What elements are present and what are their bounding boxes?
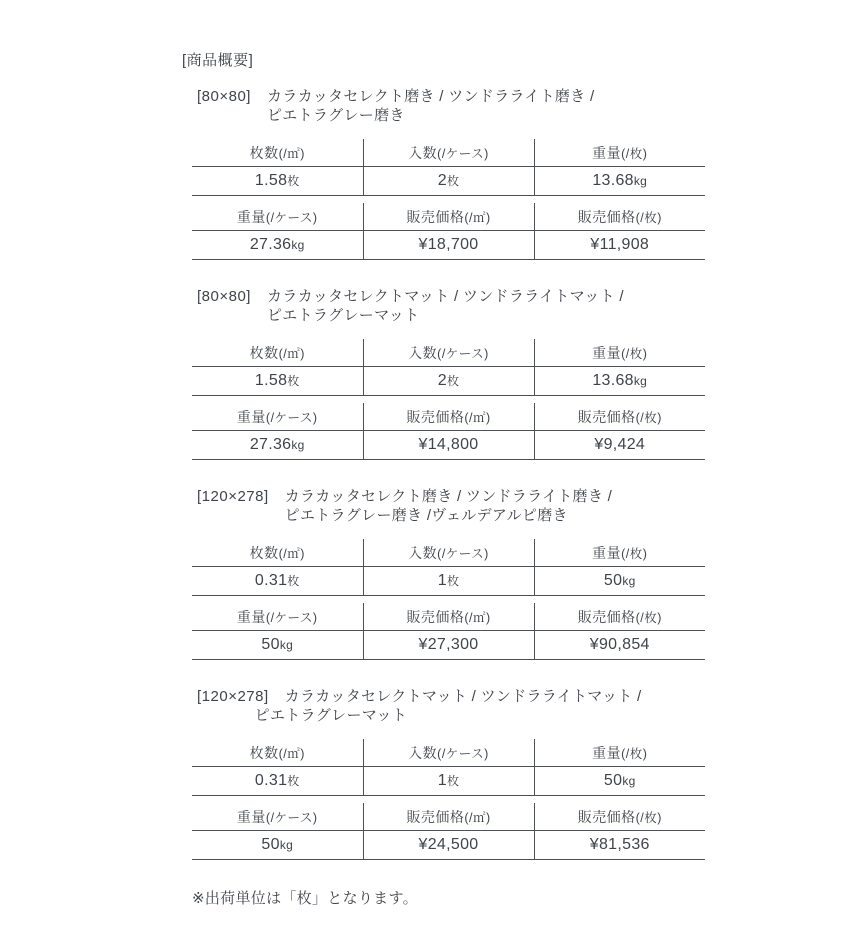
header-cell-weight-per-sheet (534, 539, 705, 567)
header-cell-sheets-per-sqm (192, 739, 363, 767)
value-number: 1 (437, 772, 447, 789)
header-unit: (/枚) (635, 410, 662, 425)
header-cell-price-per-sqm (363, 403, 534, 431)
header-cell-weight-per-case (192, 403, 363, 431)
value-number: 1.58 (254, 172, 288, 189)
table-value-row (192, 631, 705, 660)
header-unit: (/ケース) (265, 610, 318, 625)
table-header-row (192, 539, 705, 567)
header-unit: (/㎡) (464, 210, 491, 225)
value-unit: 枚 (287, 574, 300, 588)
header-unit: (/枚) (635, 810, 662, 825)
value-number: ¥11,908 (590, 236, 650, 253)
value-cell (192, 767, 363, 796)
header-label: 枚数 (249, 344, 279, 361)
header-unit: (/㎡) (278, 146, 305, 161)
section-header (197, 687, 858, 725)
value-number: 27.36 (249, 236, 292, 253)
header-label: 入数 (408, 144, 438, 161)
header-cell-price-per-sheet (534, 203, 705, 231)
header-unit: (/枚) (635, 210, 662, 225)
value-cell (363, 567, 534, 596)
header-cell-sheets-per-sqm (192, 139, 363, 167)
header-cell-weight-per-case (192, 603, 363, 631)
header-label: 重量 (592, 144, 622, 161)
header-unit: (/ケース) (437, 146, 489, 161)
header-label: 販売価格 (577, 208, 636, 225)
product-section-3 (182, 487, 858, 660)
spec-table-top (192, 139, 705, 196)
header-label: 入数 (408, 744, 438, 761)
table-value-row (192, 431, 705, 460)
header-label: 販売価格 (577, 608, 636, 625)
product-names-line2: ピエトラグレーマット (266, 307, 420, 324)
header-cell-price-per-sqm (363, 203, 534, 231)
value-number: 2 (437, 372, 447, 389)
product-names-line1: カラカッタセレクト磨き / ツンドラライト磨き / (266, 88, 595, 105)
spec-table-top (192, 539, 705, 596)
value-unit: kg (291, 238, 305, 252)
value-cell (534, 231, 705, 260)
header-label: 重量 (592, 744, 622, 761)
value-number: ¥24,500 (418, 836, 479, 853)
table-header-row (192, 739, 705, 767)
value-cell (192, 567, 363, 596)
value-number: ¥14,800 (418, 436, 479, 453)
header-label: 枚数 (249, 544, 279, 561)
size-label: [80×80] (197, 88, 251, 105)
header-unit: (/ケース) (437, 346, 489, 361)
size-label: [120×278] (197, 688, 269, 705)
value-number: 50 (603, 572, 623, 589)
product-section-4 (182, 687, 858, 860)
value-number: 50 (261, 636, 280, 653)
value-cell (534, 567, 705, 596)
table-value-row (192, 567, 705, 596)
table-header-row (192, 603, 705, 631)
header-cell-price-per-sheet (534, 403, 705, 431)
table-value-row (192, 767, 705, 796)
page-title: [商品概要] (182, 52, 254, 69)
header-label: 重量 (236, 808, 266, 825)
shipping-unit-footnote: ※出荷単位は「枚」となります。 (192, 890, 418, 907)
value-number: 2 (437, 172, 447, 189)
value-number: 13.68 (592, 372, 634, 389)
product-names-line2: ピエトラグレー磨き (266, 107, 405, 124)
header-unit: (/㎡) (278, 546, 305, 561)
header-cell-weight-per-sheet (534, 339, 705, 367)
table-header-row (192, 339, 705, 367)
spec-table-bottom (192, 803, 705, 860)
value-cell (534, 767, 705, 796)
header-label: 入数 (408, 544, 438, 561)
value-number: 0.31 (254, 772, 288, 789)
value-unit: 枚 (287, 374, 300, 388)
header-label: 入数 (408, 344, 438, 361)
header-unit: (/㎡) (464, 810, 491, 825)
header-unit: (/㎡) (278, 746, 305, 761)
header-unit: (/ケース) (265, 410, 318, 425)
value-cell (363, 431, 534, 460)
table-value-row (192, 831, 705, 860)
value-cell (192, 431, 363, 460)
header-cell-qty-per-case (363, 139, 534, 167)
header-cell-price-per-sheet (534, 803, 705, 831)
spec-table-top (192, 339, 705, 396)
spec-table-top (192, 739, 705, 796)
value-number: ¥27,300 (418, 636, 479, 653)
table-value-row (192, 231, 705, 260)
product-names-line2: ピエトラグレーマット (254, 707, 408, 724)
value-cell (192, 831, 363, 860)
size-label: [120×278] (197, 488, 269, 505)
value-number: ¥18,700 (418, 236, 479, 253)
table-header-row (192, 803, 705, 831)
header-cell-price-per-sheet (534, 603, 705, 631)
header-label: 重量 (236, 608, 266, 625)
header-unit: (/ケース) (265, 210, 318, 225)
value-cell (534, 431, 705, 460)
product-names-line2: ピエトラグレー磨き /ヴェルデアルピ磨き (284, 507, 568, 524)
product-names (285, 487, 612, 525)
product-section-2 (182, 287, 858, 460)
value-unit: kg (291, 438, 305, 452)
header-unit: (/ケース) (437, 546, 489, 561)
table-value-row (192, 167, 705, 196)
header-cell-price-per-sqm (363, 803, 534, 831)
product-names-line1: カラカッタセレクトマット / ツンドラライトマット / (284, 688, 642, 705)
value-unit: 枚 (446, 774, 460, 788)
value-unit: kg (279, 838, 294, 852)
header-cell-weight-per-sheet (534, 139, 705, 167)
header-unit: (/㎡) (464, 410, 491, 425)
value-unit: 枚 (446, 374, 460, 388)
header-unit: (/枚) (635, 610, 662, 625)
header-label: 枚数 (249, 744, 279, 761)
value-number: 1 (437, 572, 447, 589)
value-cell (192, 167, 363, 196)
header-label: 販売価格 (577, 808, 636, 825)
value-cell (192, 231, 363, 260)
value-unit: kg (633, 374, 648, 388)
value-cell (363, 631, 534, 660)
value-cell (534, 631, 705, 660)
spec-table-bottom (192, 403, 705, 460)
value-cell (192, 367, 363, 396)
header-unit: (/枚) (621, 146, 648, 161)
section-header (197, 87, 858, 125)
value-cell (534, 167, 705, 196)
product-names (267, 87, 594, 125)
value-cell (534, 831, 705, 860)
table-value-row (192, 367, 705, 396)
product-names-line1: カラカッタセレクトマット / ツンドラライトマット / (266, 288, 624, 305)
value-number: ¥9,424 (594, 436, 646, 453)
header-label: 販売価格 (406, 408, 465, 425)
product-section-1 (182, 87, 858, 260)
header-unit: (/㎡) (278, 346, 305, 361)
header-cell-sheets-per-sqm (192, 339, 363, 367)
table-header-row (192, 203, 705, 231)
header-cell-sheets-per-sqm (192, 539, 363, 567)
value-unit: kg (622, 574, 636, 588)
header-unit: (/枚) (621, 546, 648, 561)
header-label: 重量 (236, 408, 266, 425)
header-unit: (/ケース) (265, 810, 318, 825)
value-cell (534, 367, 705, 396)
header-cell-weight-per-sheet (534, 739, 705, 767)
value-cell (363, 767, 534, 796)
value-number: ¥90,854 (589, 636, 650, 653)
spec-table-bottom (192, 603, 705, 660)
header-label: 販売価格 (406, 808, 465, 825)
spec-table-bottom (192, 203, 705, 260)
value-unit: kg (622, 774, 636, 788)
section-header (197, 487, 858, 525)
table-header-row (192, 139, 705, 167)
header-label: 販売価格 (406, 608, 465, 625)
header-cell-qty-per-case (363, 739, 534, 767)
value-unit: 枚 (287, 774, 300, 788)
product-names-line1: カラカッタセレクト磨き / ツンドラライト磨き / (284, 488, 613, 505)
value-unit: 枚 (287, 174, 300, 188)
header-cell-qty-per-case (363, 539, 534, 567)
value-unit: 枚 (446, 174, 460, 188)
size-label: [80×80] (197, 288, 251, 305)
product-names (267, 287, 624, 325)
header-cell-weight-per-case (192, 203, 363, 231)
value-cell (363, 231, 534, 260)
value-cell (363, 167, 534, 196)
value-number: ¥81,536 (589, 836, 650, 853)
header-label: 販売価格 (577, 408, 636, 425)
value-cell (363, 367, 534, 396)
value-number: 50 (603, 772, 623, 789)
header-cell-qty-per-case (363, 339, 534, 367)
header-label: 枚数 (249, 144, 279, 161)
value-unit: kg (279, 638, 294, 652)
value-unit: kg (633, 174, 648, 188)
header-cell-price-per-sqm (363, 603, 534, 631)
header-unit: (/ケース) (437, 746, 489, 761)
value-number: 0.31 (254, 572, 288, 589)
header-unit: (/枚) (621, 746, 648, 761)
value-number: 27.36 (249, 436, 292, 453)
value-cell (363, 831, 534, 860)
value-number: 1.58 (254, 372, 288, 389)
value-unit: 枚 (446, 574, 460, 588)
header-label: 重量 (236, 208, 266, 225)
header-label: 販売価格 (406, 208, 465, 225)
header-unit: (/㎡) (464, 610, 491, 625)
value-number: 50 (261, 836, 280, 853)
header-unit: (/枚) (621, 346, 648, 361)
header-label: 重量 (592, 544, 622, 561)
value-cell (192, 631, 363, 660)
header-cell-weight-per-case (192, 803, 363, 831)
table-header-row (192, 403, 705, 431)
product-names (254, 687, 642, 725)
value-number: 13.68 (592, 172, 634, 189)
header-label: 重量 (592, 344, 622, 361)
section-header (197, 287, 858, 325)
